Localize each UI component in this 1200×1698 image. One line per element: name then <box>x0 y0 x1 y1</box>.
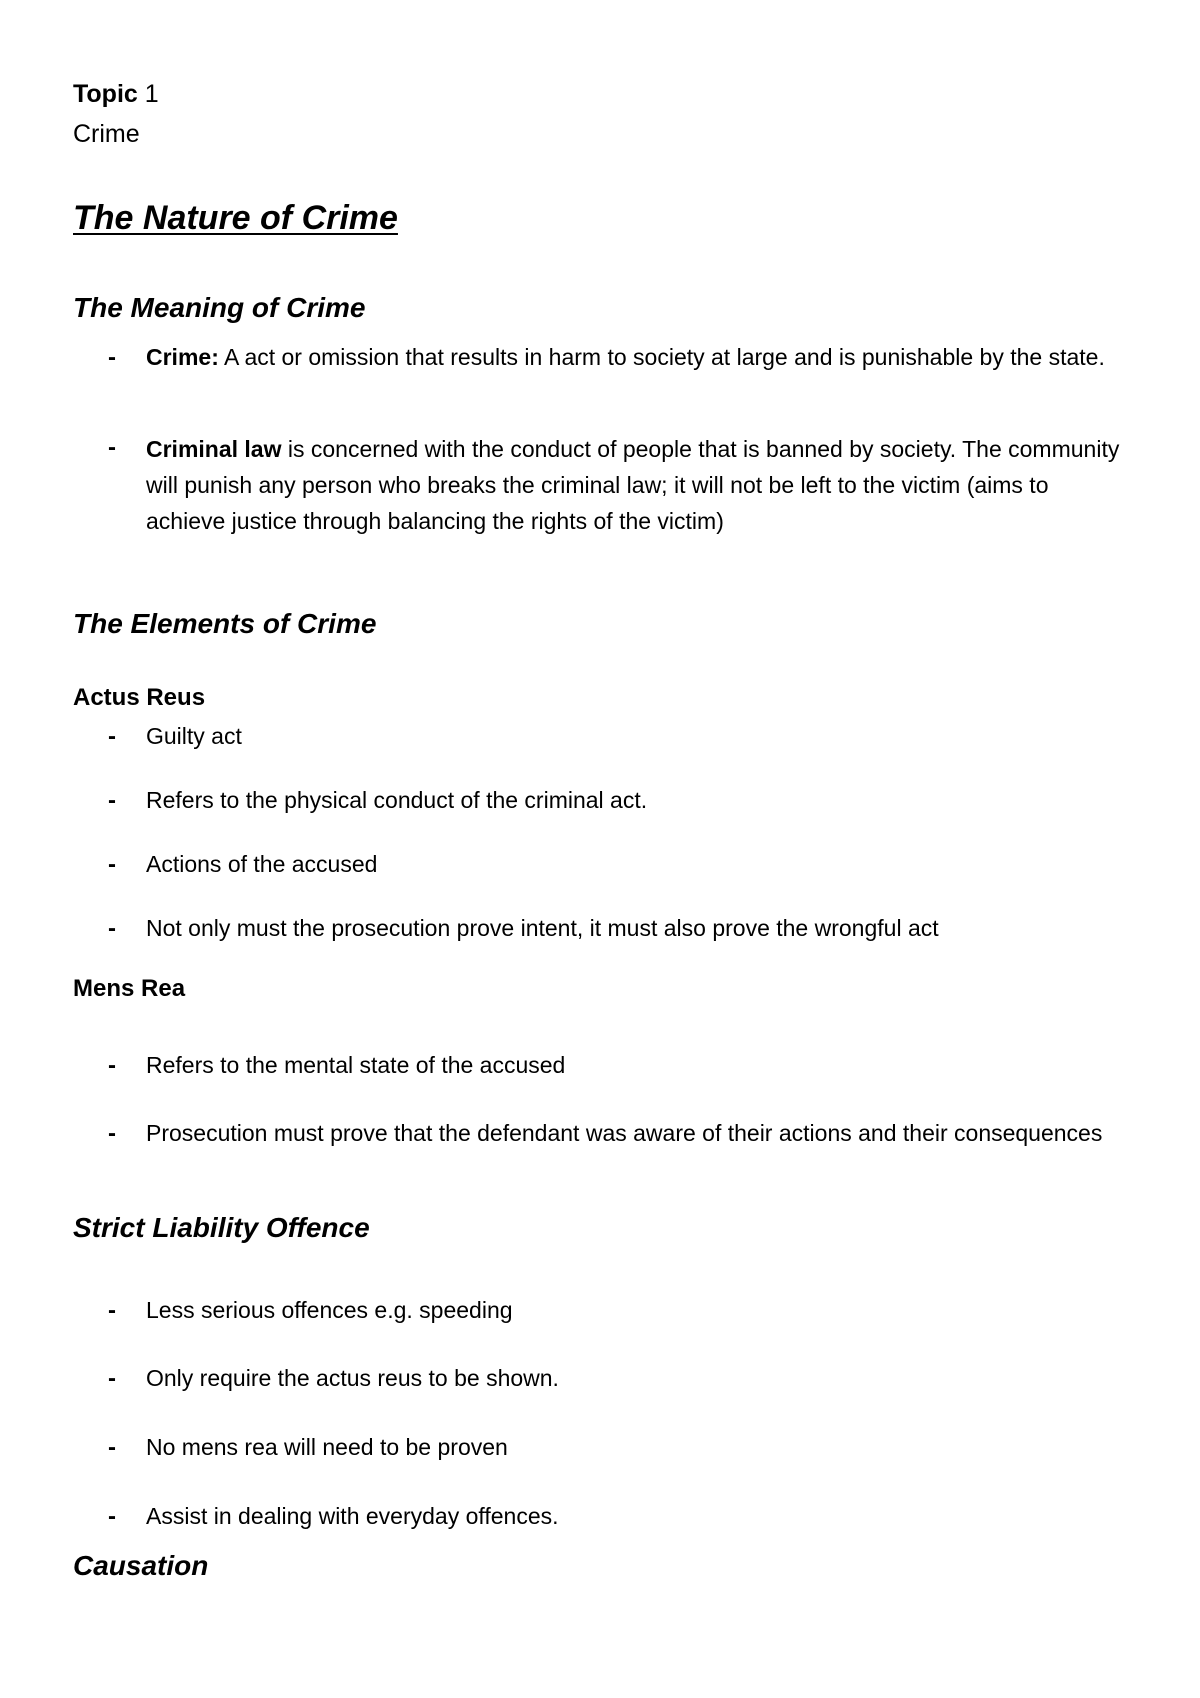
term-crime: Crime: <box>146 344 219 370</box>
definition-criminal-law: is concerned with the conduct of people that is banned by society. The community will punish any person who breaks the criminal law; it will not be left to the victim (aims to achieve justice through balancing the rights of the victim) <box>146 436 1120 534</box>
definition-crime: A act or omission that results in harm to society at large and is punishable by the state. <box>218 344 1105 370</box>
subtitle: Crime <box>73 120 140 148</box>
list-item: Assist in dealing with everyday offences. <box>146 1503 559 1529</box>
bullet-marker: - <box>108 1503 116 1530</box>
list-item: Prosecution must prove that the defendant was aware of their actions and their consequences <box>146 1120 1103 1146</box>
list-item: No mens rea will need to be proven <box>146 1434 508 1460</box>
list-item: Refers to the physical conduct of the criminal act. <box>146 787 648 813</box>
section-heading-strict-liability: Strict Liability Offence <box>73 1212 370 1243</box>
list-item: Actions of the accused <box>146 851 378 877</box>
bullet-marker: - <box>108 1120 116 1147</box>
bullet-marker: - <box>108 1052 116 1079</box>
list-item <box>146 431 1126 539</box>
bullet-marker: - <box>108 1434 116 1461</box>
section-heading-meaning: The Meaning of Crime <box>73 292 366 323</box>
topic-line <box>73 79 159 109</box>
subheading-mens-rea: Mens Rea <box>73 975 186 1002</box>
topic-number: 1 <box>144 80 159 108</box>
list-item: Refers to the mental state of the accused <box>146 1052 566 1078</box>
list-item: Guilty act <box>146 723 242 749</box>
bullet-marker: - <box>108 344 116 371</box>
topic-label: Topic <box>73 80 138 108</box>
subheading-actus-reus: Actus Reus <box>73 684 206 711</box>
section-heading-causation: Causation <box>73 1550 209 1581</box>
bullet-marker: - <box>108 915 116 942</box>
list-item <box>146 340 1126 375</box>
bullet-marker: - <box>108 787 116 814</box>
list-item: Only require the actus reus to be shown. <box>146 1365 559 1391</box>
bullet-marker: - <box>108 1365 116 1392</box>
bullet-marker: - <box>108 1297 116 1324</box>
bullet-marker: - <box>108 434 116 461</box>
page-title: The Nature of Crime <box>73 199 398 237</box>
term-criminal-law: Criminal law <box>146 436 282 462</box>
list-item: Not only must the prosecution prove intent, it must also prove the wrongful act <box>146 915 939 941</box>
bullet-marker: - <box>108 723 116 750</box>
bullet-marker: - <box>108 851 116 878</box>
section-heading-elements: The Elements of Crime <box>73 608 377 639</box>
list-item: Less serious offences e.g. speeding <box>146 1297 513 1323</box>
